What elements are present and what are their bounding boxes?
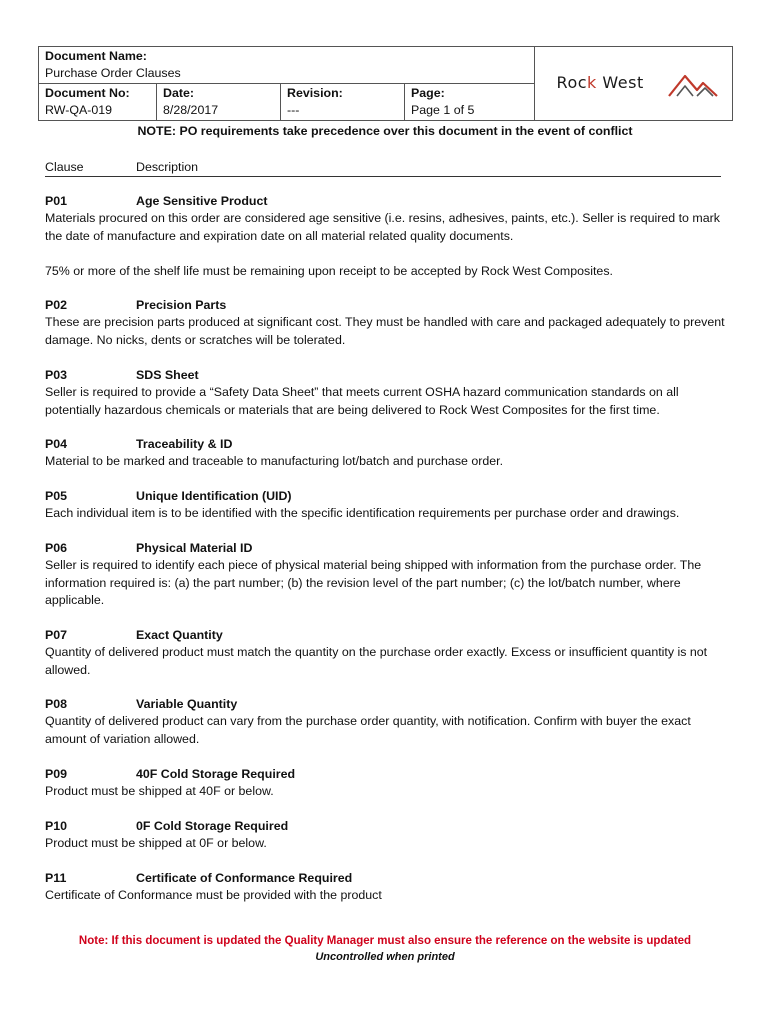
clause-code: P09 (45, 767, 68, 781)
clause-code: P05 (45, 489, 68, 503)
clause-code: P08 (45, 697, 68, 711)
clause-text: Material to be marked and traceable to manufacturing lot/batch and purchase order. (45, 454, 504, 469)
revision-cell (281, 84, 405, 121)
clause-code: P10 (45, 819, 68, 833)
clause-text: Seller is required to provide a “Safety Data Sheet” that meets current OSHA hazard communication standards on all potentially hazardous chemicals or materials that are being delivered to Rock West Composites for the first time. (45, 385, 679, 417)
clause-title: Age Sensitive Product (136, 194, 268, 208)
clause-text: Quantity of delivered product can vary from the purchase order quantity, with notification. Confirm with buyer the exact amount of variation allowed. (45, 714, 691, 746)
date-cell (157, 84, 281, 121)
clause-text: Materials procured on this order are considered age sensitive (i.e. resins, adhesives, paints, etc.). Seller is required to mark the date of manufacture and expiration date on all material related quality documents. (45, 211, 720, 243)
clause-title: Variable Quantity (136, 697, 238, 711)
clause-p06 (45, 540, 725, 610)
clause-p04 (45, 436, 725, 471)
description-column-header: Description (136, 160, 198, 174)
clause-text: Seller is required to identify each piece of physical material being shipped with information from the purchase order. The information required is: (a) the part number; (b) the revision level of the part number; (c) the lot/batch number, where applicable. (45, 558, 702, 608)
uncontrolled-notice: Uncontrolled when printed (315, 951, 455, 963)
clause-code: P01 (45, 194, 68, 208)
clause-text: Certificate of Conformance must be provided with the product (45, 888, 382, 903)
clause-code: P03 (45, 368, 68, 382)
clause-title: 0F Cold Storage Required (136, 819, 289, 833)
clause-column-header: Clause (45, 160, 84, 174)
revision-value: --- (287, 103, 300, 117)
clause-p02 (45, 297, 725, 349)
clause-text: Quantity of delivered product must match the quantity on the purchase order exactly. Excess or insufficient quantity is not allowed. (45, 645, 708, 677)
document-name-cell (39, 47, 535, 84)
date-label: Date: (163, 86, 194, 100)
clause-p05 (45, 488, 725, 523)
clause-text: Each individual item is to be identified with the specific identification requirements per purchase order and drawings. (45, 506, 680, 521)
clause-title: Unique Identification (UID) (136, 489, 292, 503)
clause-code: P11 (45, 871, 67, 885)
clause-title: Precision Parts (136, 298, 227, 312)
document-number-label: Document No: (45, 86, 130, 100)
date-value: 8/28/2017 (163, 103, 219, 117)
clause-title: SDS Sheet (136, 368, 199, 382)
logo-cell (535, 47, 733, 121)
document-header-table (38, 46, 733, 121)
clause-code: P07 (45, 628, 68, 642)
clause-title: Certificate of Conformance Required (136, 871, 353, 885)
clause-p03 (45, 367, 725, 419)
clause-code: P06 (45, 541, 68, 555)
clause-text: Product must be shipped at 40F or below. (45, 784, 274, 799)
logo-wordmark: Rock West (556, 72, 644, 92)
clause-p01 (45, 193, 725, 245)
revision-label: Revision: (287, 86, 343, 100)
page-cell (405, 84, 535, 121)
clause-code: P02 (45, 298, 68, 312)
clause-title: Exact Quantity (136, 628, 223, 642)
clause-p11 (45, 870, 725, 905)
clause-title: Traceability & ID (136, 437, 233, 451)
column-header-row (45, 160, 721, 177)
document-number-value: RW-QA-019 (45, 103, 113, 117)
clause-text: Product must be shipped at 0F or below. (45, 836, 267, 851)
clause-text: These are precision parts produced at significant cost. They must be handled with care and packaged adequately to prevent damage. No nicks, dents or scratches will be tolerated. (45, 315, 725, 347)
company-logo (549, 64, 719, 104)
clause-p08 (45, 696, 725, 748)
clause-p01-extra-text: 75% or more of the shelf life must be remaining upon receipt to be accepted by Rock West Composites. (45, 264, 613, 278)
precedence-note: NOTE: PO requirements take precedence over this document in the event of conflict (137, 124, 633, 138)
clause-code: P04 (45, 437, 68, 451)
document-name-value: Purchase Order Clauses (45, 66, 181, 80)
mountain-peaks-icon (667, 70, 719, 98)
clause-p07 (45, 627, 725, 679)
clause-title: Physical Material ID (136, 541, 253, 555)
clause-p09 (45, 766, 725, 801)
document-name-label: Document Name: (45, 49, 147, 63)
footer-update-note: Note: If this document is updated the Quality Manager must also ensure the reference on the website is updated (78, 935, 692, 947)
clause-p10 (45, 818, 725, 853)
page-value: Page 1 of 5 (411, 103, 475, 117)
document-number-cell (39, 84, 157, 121)
page-label: Page: (411, 86, 445, 100)
clause-title: 40F Cold Storage Required (136, 767, 296, 781)
